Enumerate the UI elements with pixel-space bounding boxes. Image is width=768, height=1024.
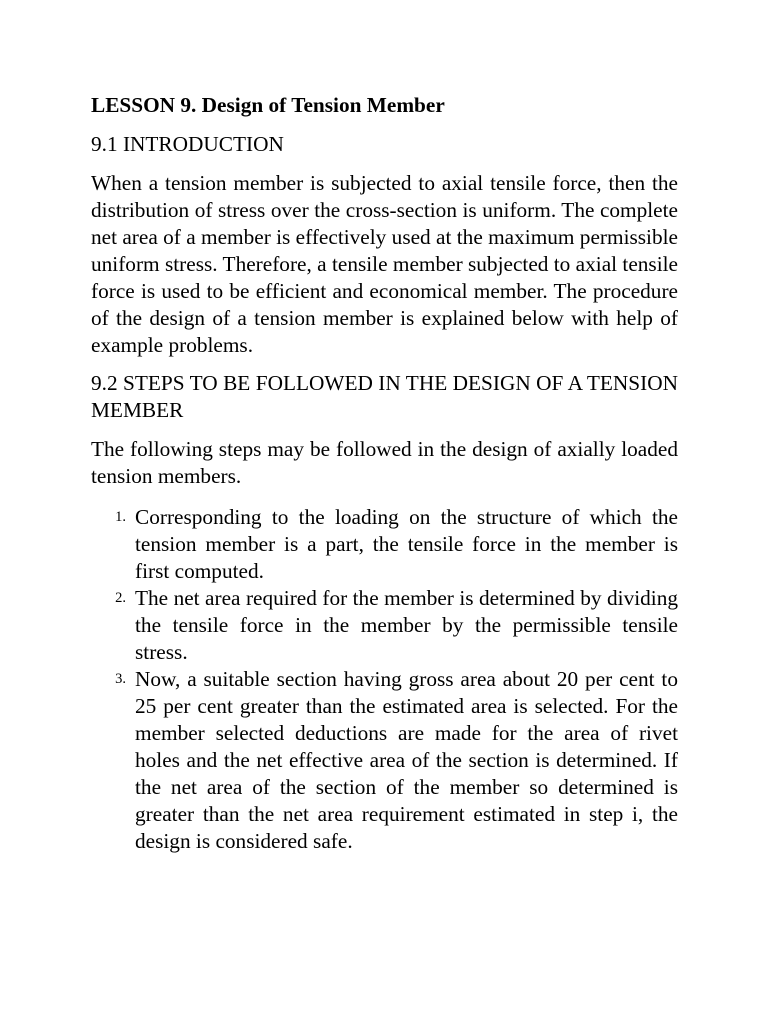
list-item-number: 3. [115,671,126,687]
steps-list [91,504,678,855]
list-item-number: 2. [115,590,126,606]
introduction-paragraph: When a tension member is subjected to axial tensile force, then the distribution of stress over the cross-section is uniform. The complete net area of a member is effectively used at the maximum permissible uniform stress. Therefore, a tensile member subjected to axial tensile force is used to be efficient and economical member. The procedure of the design of a tension member is explained below with help of example problems. [91,171,678,357]
list-item-text: Now, a suitable section having gross area about 20 per cent to 25 per cent greater than the estimated area is selected. For the member selected deductions are made for the area of rivet holes and the net effective area of the section is determined. If the net area of the section of the member so determined is greater than the net area requirement estimated in step i, the design is considered safe. [135,667,678,853]
list-item-number: 1. [115,509,126,525]
list-item-text: Corresponding to the loading on the structure of which the tension member is a part, the tensile force in the member is first computed. [135,505,678,583]
list-item-text: The net area required for the member is determined by dividing the tensile force in the member by the permissible tensile stress. [135,586,678,664]
list-item [91,504,678,585]
list-item [91,666,678,855]
section-heading-steps: 9.2 STEPS TO BE FOLLOWED IN THE DESIGN OF A TENSION MEMBER [91,371,678,422]
steps-intro-paragraph: The following steps may be followed in the design of axially loaded tension members. [91,437,678,488]
list-item [91,585,678,666]
section-heading-introduction: 9.1 INTRODUCTION [91,132,284,156]
lesson-title: LESSON 9. Design of Tension Member [91,93,445,117]
document-page [91,92,678,855]
